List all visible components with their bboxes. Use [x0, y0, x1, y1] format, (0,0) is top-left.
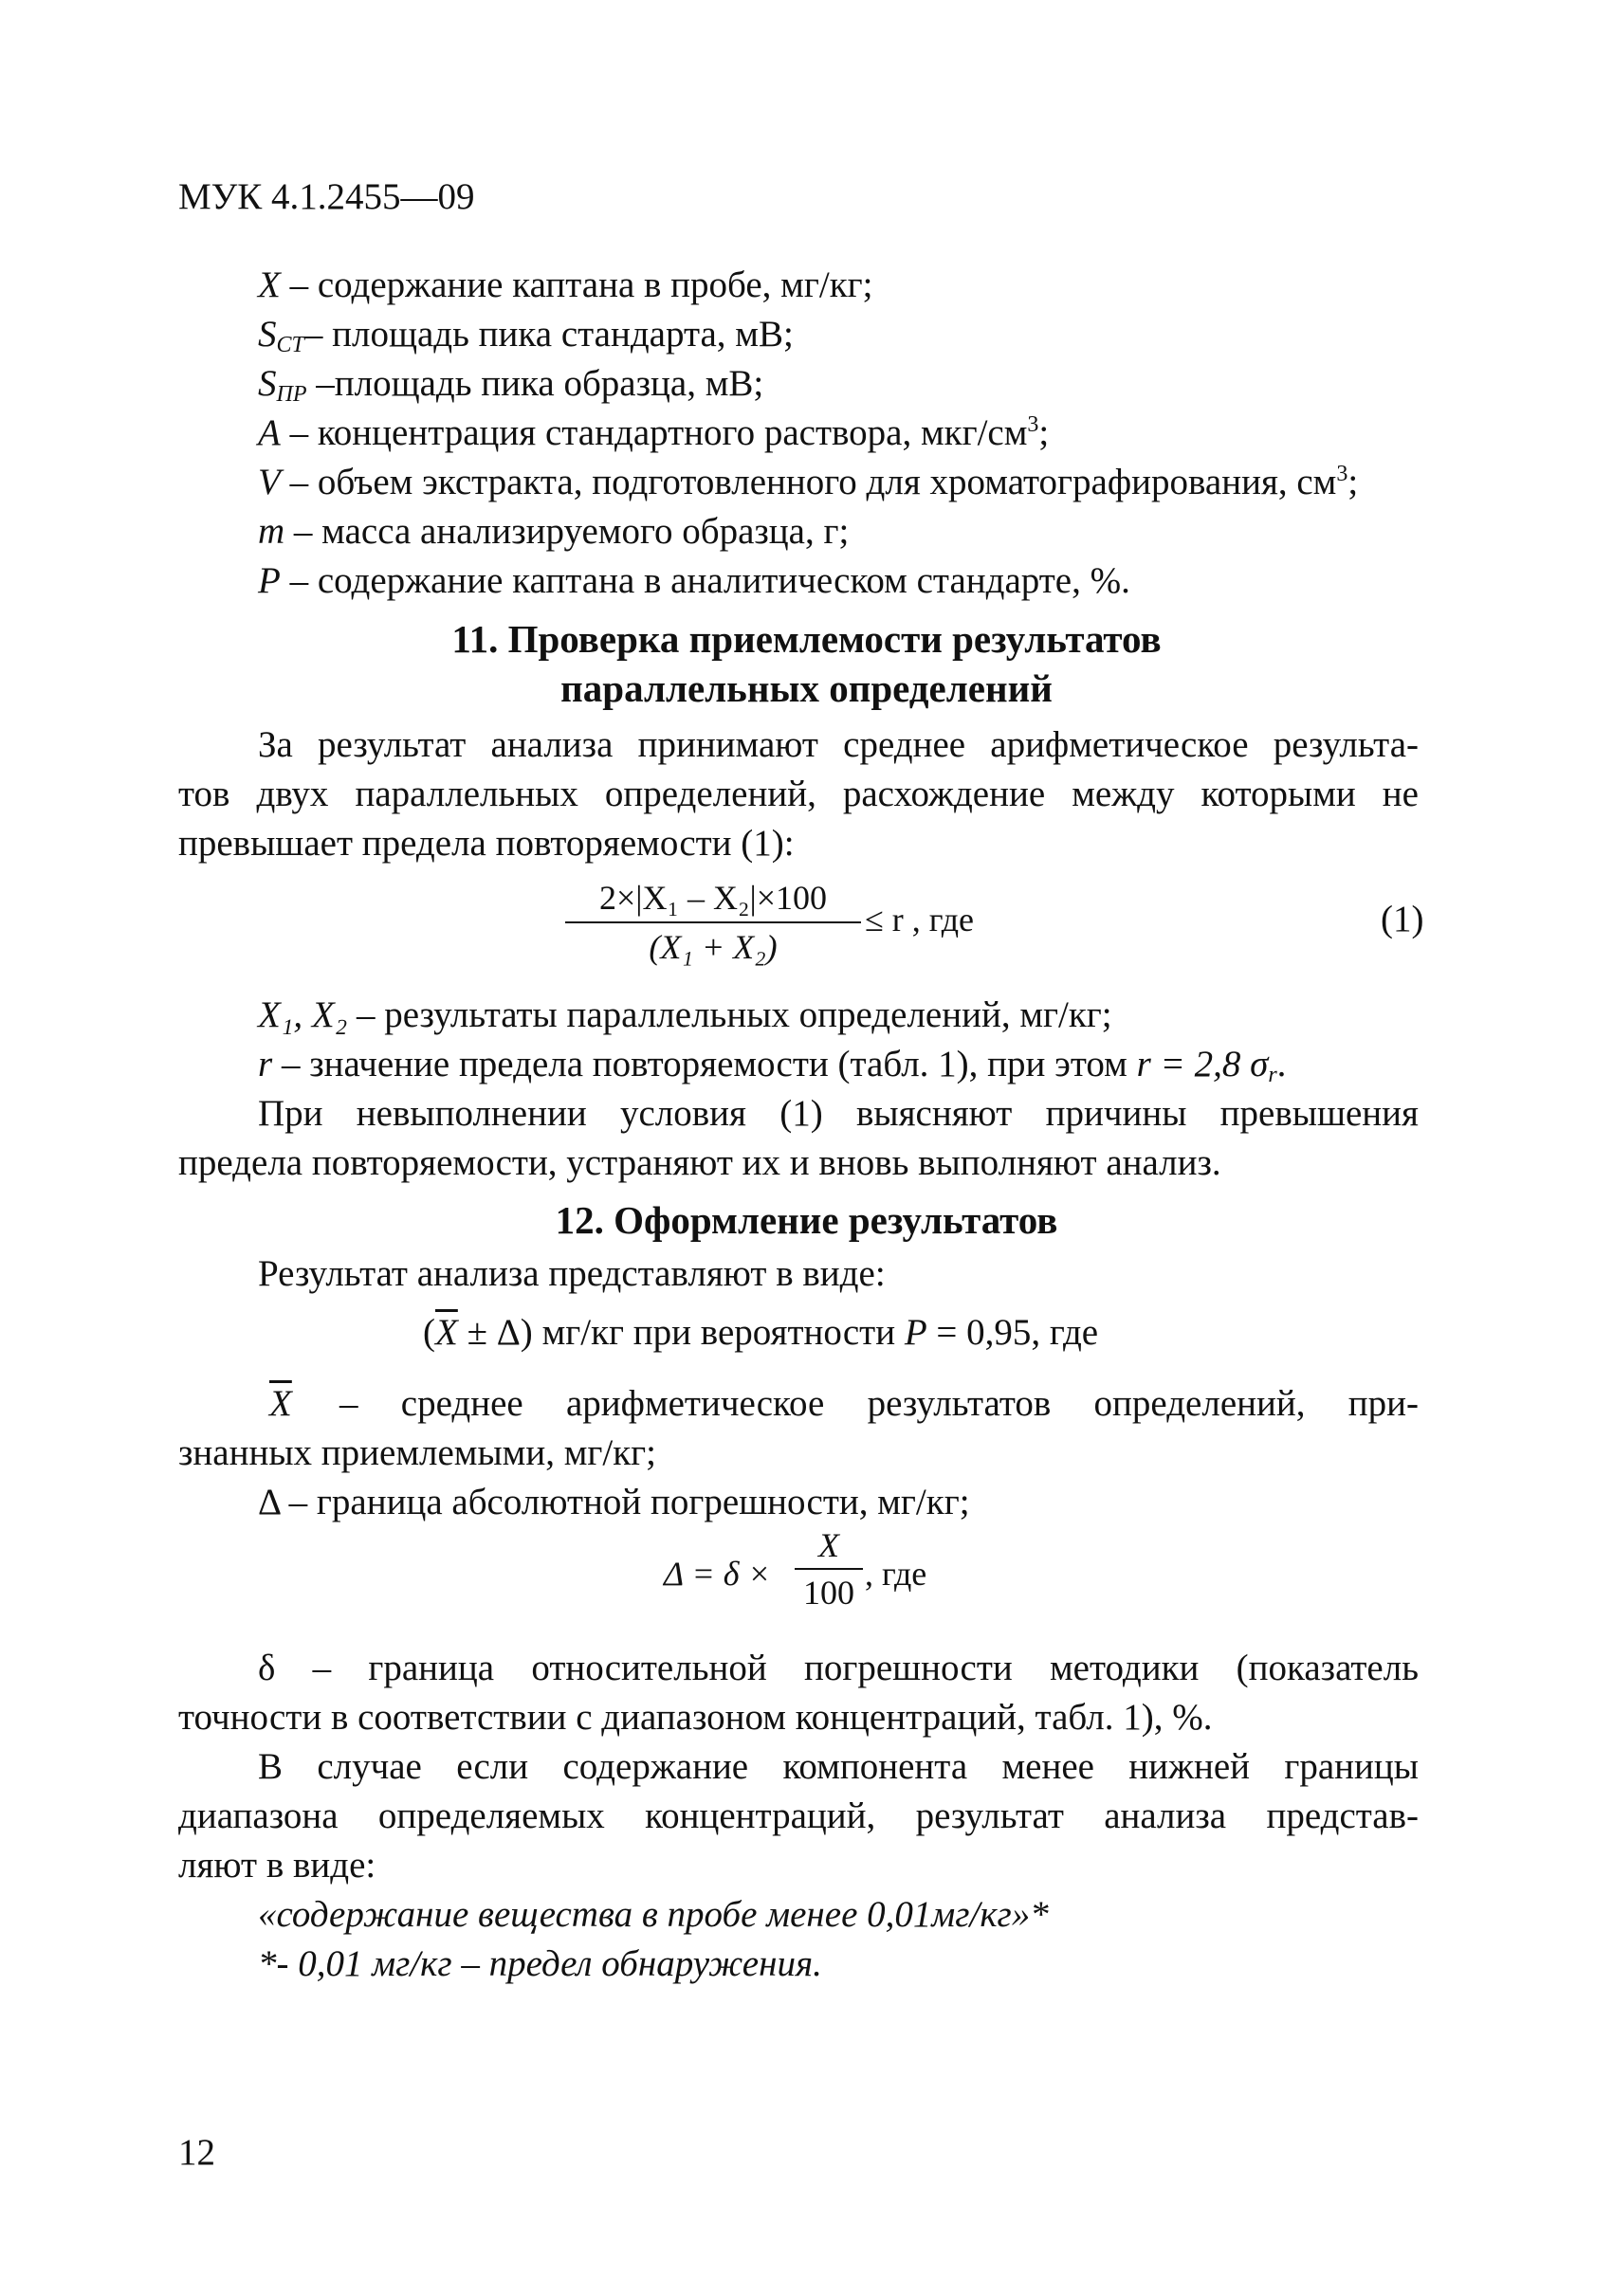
def-xbar-line2: знанных приемлемыми, мг/кг; [178, 1432, 657, 1473]
footnote: *- 0,01 мг/кг – предел обнаружения. [258, 1943, 822, 1984]
s11-p2-line2: предела повторяемости, устраняют их и вновь выполняют анализ. [178, 1142, 1221, 1183]
formula-1-number: (1) [1381, 899, 1424, 939]
delta-formula-rhs: , где [865, 1555, 927, 1593]
def-delta-small-line1: δ – граница относительной погрешности методики (показатель [258, 1648, 1419, 1688]
s11-paragraph-line2: тов двух параллельных определений, расхождение между которыми не [178, 774, 1419, 814]
result-quote: «содержание вещества в пробе менее 0,01мг/кг»* [258, 1894, 1049, 1935]
formula-1-fraction [565, 876, 861, 969]
s12-case-line1: В случае если содержание компонента менее нижней границы [258, 1746, 1419, 1787]
def-xbar-line1: – среднее арифметическое результатов определений, при- [339, 1383, 1419, 1424]
def-m: m – масса анализируемого образца, г; [258, 511, 850, 552]
def-v: V – объем экстракта, подготовленного для хроматографирования, $см^3$; [258, 462, 1359, 502]
section-11-title-line2: параллельных определений [560, 666, 1053, 710]
def-a: А – концентрация стандартного раствора, мкг/$см^3$; [258, 412, 1050, 453]
def-s-st: $S_{СТ}-$ площадь пика стандарта, мВ; [258, 314, 794, 357]
formula-1-rhs: ≤ r , где [865, 901, 975, 938]
result-form: $(\overline{X} \pm \Delta)$ мг/кг при вероятности P = 0,95, где [423, 1312, 1099, 1353]
s12-case-line3: ляют в виде: [178, 1845, 376, 1886]
def-delta: Δ – граница абсолютной погрешности, мг/кг; [258, 1482, 970, 1522]
section-12-title: 12. Оформление результатов [555, 1198, 1058, 1242]
delta-formula-lhs: Δ = δ × [664, 1555, 771, 1593]
s11-paragraph-line3: превышает предела повторяемости (1): [178, 823, 795, 864]
def-s-pr: $S_{ПР}$ –площадь пика образца, мВ; [258, 363, 764, 407]
def-x: X – содержание каптана в пробе, мг/кг; [258, 264, 873, 305]
delta-formula-fraction [795, 1524, 863, 1613]
def-r: r – значение предела повторяемости (табл. 1), при этом r = 2,8 $\sigma_r$. [258, 1044, 1287, 1087]
s11-p2-line1: При невыполнении условия (1) выясняют причины превышения [258, 1093, 1419, 1134]
delta-formula-denominator: 100 [803, 1574, 854, 1612]
document-code: МУК 4.1.2455—09 [178, 176, 475, 217]
def-delta-small-line2: точности в соответствии с диапазоном концентраций, табл. 1), %. [178, 1697, 1213, 1738]
formula-1-denominator: (X₁ + X₂) [649, 928, 778, 966]
delta-formula-numerator: X [818, 1526, 839, 1564]
xbar-symbol: $\overline{X}$ [269, 1383, 292, 1424]
section-11-title-line1: 11. Проверка приемлемости результатов [451, 617, 1162, 661]
s12-case-line2: диапазона определяемых концентраций, результат анализа представ- [178, 1795, 1419, 1836]
s11-paragraph-line1: За результат анализа принимают среднее арифметическое результа- [258, 724, 1419, 765]
def-x1-x2: X₁, X₂ – результаты параллельных определений, мг/кг; [258, 994, 1112, 1035]
def-p: P – содержание каптана в аналитическом стандарте, %. [258, 560, 1130, 601]
page-number: 12 [178, 2132, 215, 2173]
s12-intro: Результат анализа представляют в виде: [258, 1253, 886, 1294]
formula-1-numerator: 2×|X₁ – X₂|×100 [598, 879, 828, 917]
